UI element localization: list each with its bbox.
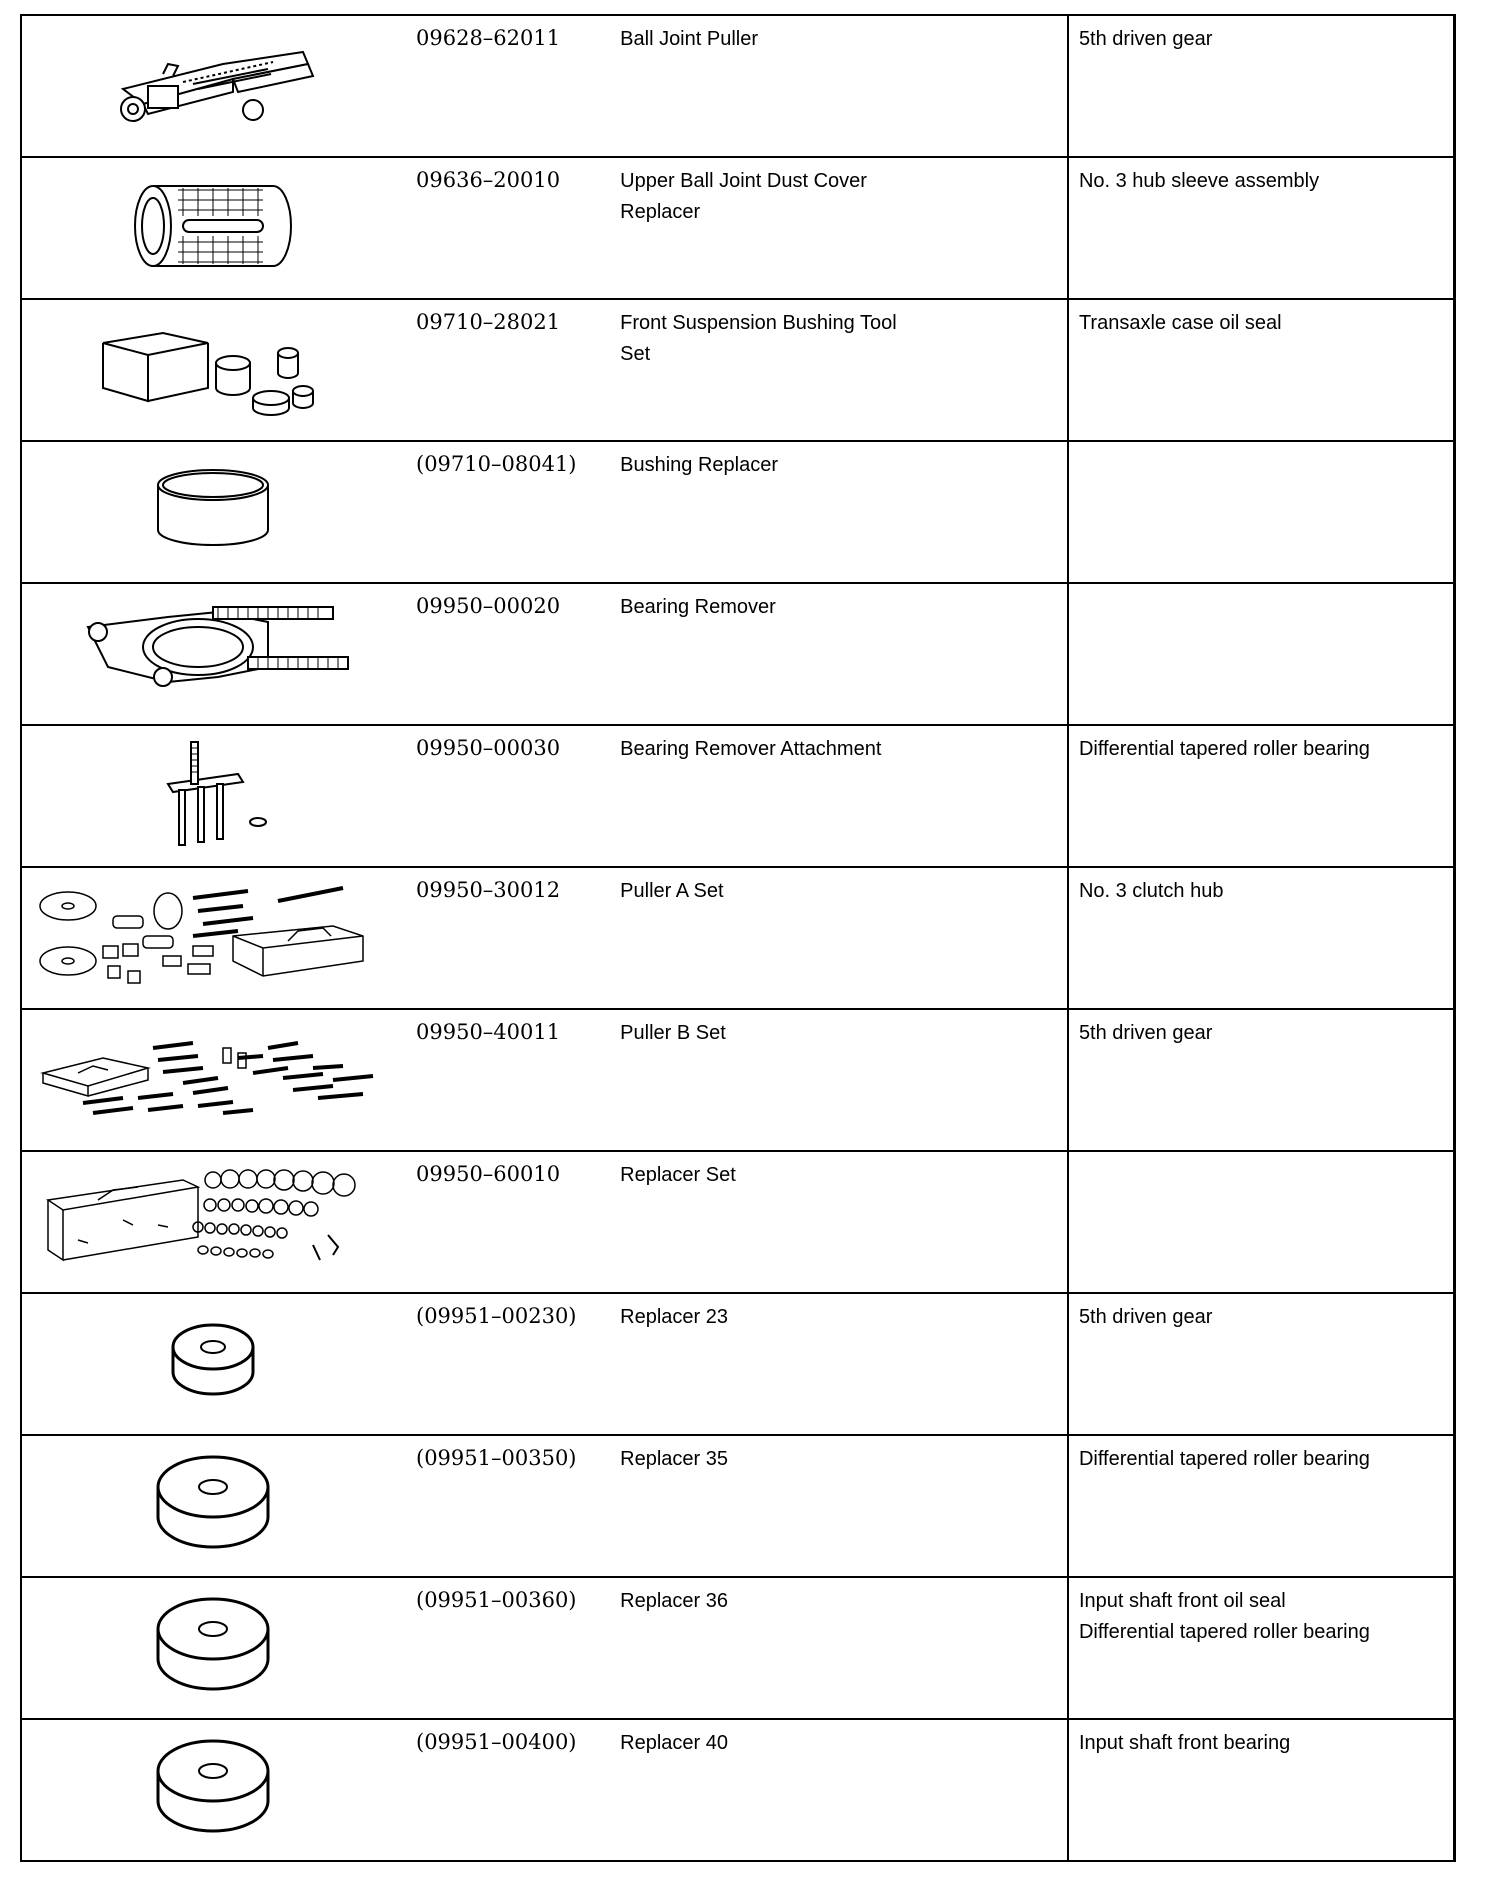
table-row <box>21 583 1455 725</box>
part-number: 09950–60010 <box>416 1162 561 1186</box>
tool-name-cell <box>610 15 1068 157</box>
usage-note-cell <box>1068 583 1455 725</box>
replacer-small-illustration <box>158 1312 268 1412</box>
bearing-remover-illustration <box>68 597 358 707</box>
usage-note-cell <box>1068 725 1455 867</box>
part-number: 09636–20010 <box>416 168 561 192</box>
part-number: (09951–00350) <box>416 1446 577 1470</box>
usage-note: Transaxle case oil seal <box>1078 312 1282 334</box>
table-row <box>21 1151 1455 1293</box>
part-number-cell <box>404 1151 610 1293</box>
tool-name: Ball Joint Puller <box>620 28 758 50</box>
part-number: 09710–28021 <box>416 310 561 334</box>
usage-note: Differential tapered roller bearing <box>1078 1448 1370 1470</box>
puller-a-set-illustration <box>33 876 393 996</box>
tool-illustration-cell <box>21 583 404 725</box>
table-row <box>21 441 1455 583</box>
tool-name: Puller B Set <box>620 1022 726 1044</box>
usage-note-cell <box>1068 1009 1455 1151</box>
usage-note: Input shaft front bearing <box>1078 1732 1291 1754</box>
table-row <box>21 299 1455 441</box>
table-row <box>21 15 1455 157</box>
usage-note-cell <box>1068 157 1455 299</box>
part-number-cell <box>404 1009 610 1151</box>
tool-name-cell <box>610 1577 1068 1719</box>
usage-note-cell <box>1068 867 1455 1009</box>
part-number-cell <box>404 867 610 1009</box>
tool-name: Bearing Remover <box>620 596 776 618</box>
usage-note: 5th driven gear <box>1078 1306 1213 1328</box>
tool-name-cell <box>610 1435 1068 1577</box>
usage-note: 5th driven gear <box>1078 1022 1213 1044</box>
part-number-cell <box>404 15 610 157</box>
tool-name: Upper Ball Joint Dust Cover Replacer <box>620 170 867 223</box>
tool-illustration-cell <box>21 725 404 867</box>
part-number: (09951–00360) <box>416 1588 577 1612</box>
part-number: 09950–00030 <box>416 736 561 760</box>
tool-name-cell <box>610 299 1068 441</box>
tool-illustration-cell <box>21 441 404 583</box>
usage-note: No. 3 clutch hub <box>1078 880 1224 902</box>
usage-note-cell <box>1068 441 1455 583</box>
table-row <box>21 1577 1455 1719</box>
part-number-cell <box>404 299 610 441</box>
tool-illustration-cell <box>21 867 404 1009</box>
part-number-cell <box>404 725 610 867</box>
tool-name: Front Suspension Bushing Tool Set <box>620 312 897 365</box>
tool-illustration-cell <box>21 299 404 441</box>
tool-illustration-cell <box>21 1151 404 1293</box>
part-number-cell <box>404 583 610 725</box>
table-row <box>21 1719 1455 1861</box>
usage-note: Differential tapered roller bearing <box>1078 738 1370 760</box>
replacer-large-illustration <box>148 1733 278 1843</box>
usage-note-cell <box>1068 15 1455 157</box>
tool-illustration-cell <box>21 1577 404 1719</box>
tool-name-cell <box>610 157 1068 299</box>
tool-name-cell <box>610 867 1068 1009</box>
usage-note: Input shaft front oil seal <box>1078 1590 1286 1612</box>
usage-note-cell <box>1068 1577 1455 1719</box>
replacer-large-illustration <box>148 1591 278 1701</box>
tool-name: Replacer 35 <box>620 1448 728 1470</box>
usage-note-cell <box>1068 1293 1455 1435</box>
tool-illustration-cell <box>21 1009 404 1151</box>
tool-name: Replacer 36 <box>620 1590 728 1612</box>
part-number-cell <box>404 1435 610 1577</box>
tool-name-cell <box>610 1719 1068 1861</box>
part-number: 09628–62011 <box>416 26 561 50</box>
table-row <box>21 867 1455 1009</box>
tool-name: Bearing Remover Attachment <box>620 738 882 760</box>
part-number-cell <box>404 441 610 583</box>
tool-illustration-cell <box>21 1435 404 1577</box>
table-body <box>21 15 1455 1861</box>
tool-name-cell <box>610 1151 1068 1293</box>
part-number: 09950–00020 <box>416 594 561 618</box>
table-row <box>21 1435 1455 1577</box>
tool-illustration-cell <box>21 15 404 157</box>
usage-note-cell <box>1068 1151 1455 1293</box>
bushing-tool-set-illustration <box>93 313 333 423</box>
part-number-cell <box>404 157 610 299</box>
table-row <box>21 1293 1455 1435</box>
bearing-remover-attachment-illustration <box>143 734 283 854</box>
table-row <box>21 157 1455 299</box>
tool-illustration-cell <box>21 157 404 299</box>
tool-name-cell <box>610 583 1068 725</box>
table-row <box>21 725 1455 867</box>
tool-name-cell <box>610 1009 1068 1151</box>
part-number: 09950–40011 <box>416 1020 561 1044</box>
usage-note: Differential tapered roller bearing <box>1078 1621 1370 1643</box>
ball-joint-puller-illustration <box>103 34 323 134</box>
part-number: (09951–00400) <box>416 1730 577 1754</box>
replacer-large-illustration <box>148 1449 278 1559</box>
part-number-cell <box>404 1719 610 1861</box>
part-number-cell <box>404 1293 610 1435</box>
tool-illustration-cell <box>21 1719 404 1861</box>
usage-note: 5th driven gear <box>1078 28 1213 50</box>
usage-note: No. 3 hub sleeve assembly <box>1078 170 1320 192</box>
part-number: (09710–08041) <box>416 452 577 476</box>
tool-name: Bushing Replacer <box>620 454 779 476</box>
special-service-tools-table <box>20 14 1456 1862</box>
tool-name: Puller A Set <box>620 880 724 902</box>
tool-name: Replacer 23 <box>620 1306 728 1328</box>
tool-name: Replacer 40 <box>620 1732 728 1754</box>
part-number-cell <box>404 1577 610 1719</box>
tool-name: Replacer Set <box>620 1164 736 1186</box>
tool-name-cell <box>610 441 1068 583</box>
part-number: 09950–30012 <box>416 878 561 902</box>
table-row <box>21 1009 1455 1151</box>
part-number: (09951–00230) <box>416 1304 577 1328</box>
bushing-replacer-illustration <box>143 460 283 560</box>
puller-b-set-illustration <box>33 1028 393 1128</box>
tool-name-cell <box>610 1293 1068 1435</box>
usage-note-cell <box>1068 1719 1455 1861</box>
usage-note-cell <box>1068 299 1455 441</box>
tool-name-cell <box>610 725 1068 867</box>
tool-illustration-cell <box>21 1293 404 1435</box>
replacer-set-illustration <box>38 1165 388 1275</box>
dust-cover-replacer-illustration <box>123 176 303 276</box>
usage-note-cell <box>1068 1435 1455 1577</box>
